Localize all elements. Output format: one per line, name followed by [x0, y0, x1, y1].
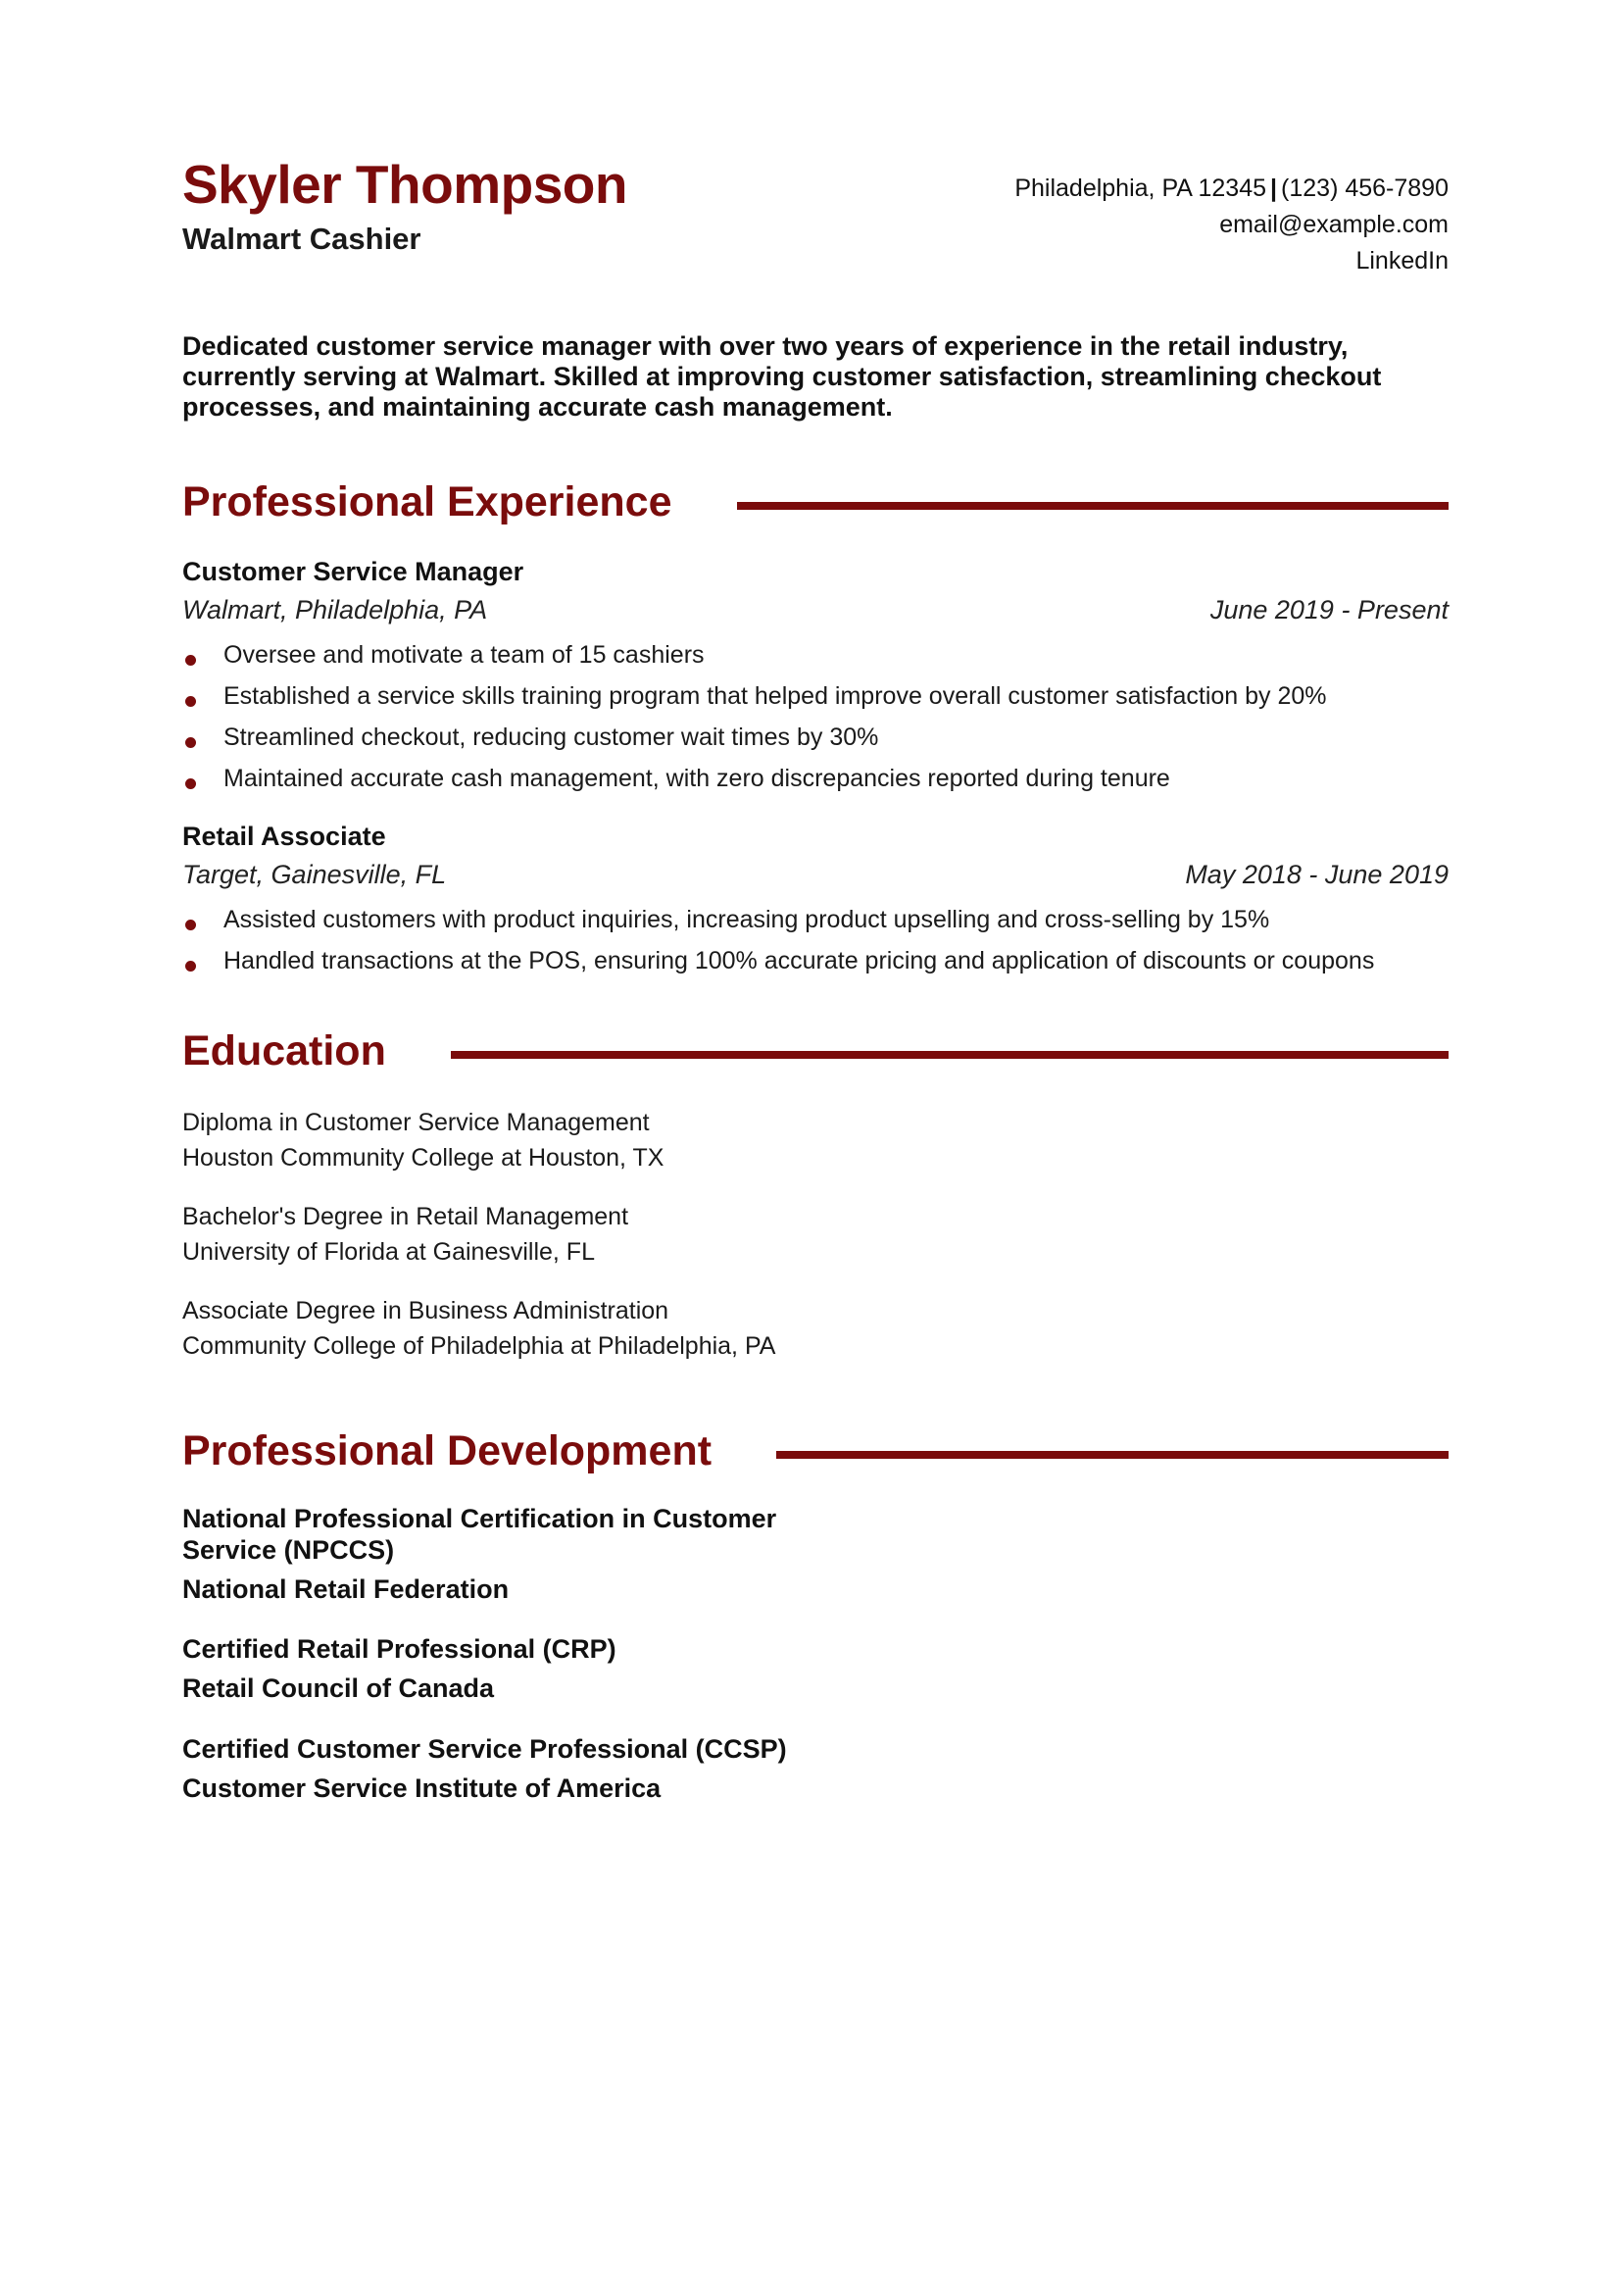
education-degree: Associate Degree in Business Administration [182, 1297, 669, 1324]
certification-name: Certified Customer Service Professional (CCSP) [182, 1734, 787, 1764]
experience-section-header [182, 478, 1449, 526]
job-entry [182, 552, 1449, 799]
education-heading: Education [182, 1027, 386, 1074]
development-entry [182, 1633, 810, 1704]
job-bullet: Established a service skills training program that helped improve overall customer satisfaction by 20% [182, 675, 1449, 717]
professional-summary: Dedicated customer service manager with over two years of experience in the retail industry, currently serving at Walmart. Skilled at improving customer satisfaction, streamlining checkout processes, and maintaining accurate cash management. [182, 331, 1382, 422]
education-degree: Bachelor's Degree in Retail Management [182, 1203, 629, 1230]
certification-organization: National Retail Federation [182, 1574, 510, 1604]
linkedin-link[interactable]: LinkedIn [1355, 247, 1449, 275]
job-entry [182, 817, 1449, 981]
education-entry [182, 1293, 775, 1364]
development-entry [182, 1733, 810, 1804]
job-bullets [182, 899, 1449, 981]
job-dates: June 2019 - Present [1209, 595, 1449, 624]
job-title: Customer Service Manager [182, 557, 524, 586]
education-divider [451, 1051, 1449, 1059]
education-school: University of Florida at Gainesville, FL [182, 1238, 595, 1266]
development-entry [182, 1503, 810, 1605]
contact-info [1014, 171, 1449, 279]
job-title: Retail Associate [182, 822, 386, 851]
certification-name: Certified Retail Professional (CRP) [182, 1634, 616, 1664]
education-section-header [182, 1027, 1449, 1075]
job-bullet: Oversee and motivate a team of 15 cashiers [182, 634, 1449, 675]
contact-separator: | [1270, 175, 1278, 202]
certification-organization: Retail Council of Canada [182, 1673, 495, 1703]
candidate-name: Skyler Thompson [182, 154, 627, 215]
development-section-header [182, 1427, 1449, 1475]
job-bullets [182, 634, 1449, 799]
education-degree: Diploma in Customer Service Management [182, 1109, 650, 1136]
email-link[interactable]: email@example.com [1219, 211, 1449, 238]
phone-text[interactable]: (123) 456-7890 [1281, 175, 1449, 202]
development-divider [776, 1451, 1449, 1459]
job-employer: Target, Gainesville, FL [182, 860, 447, 889]
job-bullet: Maintained accurate cash management, with zero discrepancies reported during tenure [182, 758, 1449, 799]
job-title-headline: Walmart Cashier [182, 222, 421, 256]
job-meta [182, 856, 1449, 893]
certification-organization: Customer Service Institute of America [182, 1773, 662, 1803]
experience-heading: Professional Experience [182, 478, 672, 525]
job-dates: May 2018 - June 2019 [1185, 860, 1449, 889]
development-heading: Professional Development [182, 1427, 713, 1474]
job-bullet: Assisted customers with product inquiries, increasing product upselling and cross-selling by 15% [182, 899, 1449, 940]
certification-name: National Professional Certification in Customer Service (NPCCS) [182, 1504, 777, 1565]
education-entry [182, 1105, 664, 1175]
education-school: Community College of Philadelphia at Philadelphia, PA [182, 1332, 776, 1360]
job-bullet: Streamlined checkout, reducing customer wait times by 30% [182, 717, 1449, 758]
job-employer: Walmart, Philadelphia, PA [182, 595, 488, 624]
job-bullet: Handled transactions at the POS, ensuring 100% accurate pricing and application of discounts or coupons [182, 940, 1449, 981]
education-entry [182, 1199, 628, 1270]
job-meta [182, 591, 1449, 628]
location-text: Philadelphia, PA 12345 [1014, 175, 1267, 202]
education-school: Houston Community College at Houston, TX [182, 1144, 664, 1172]
contact-line-location-phone [1014, 171, 1449, 207]
experience-divider [737, 502, 1450, 510]
